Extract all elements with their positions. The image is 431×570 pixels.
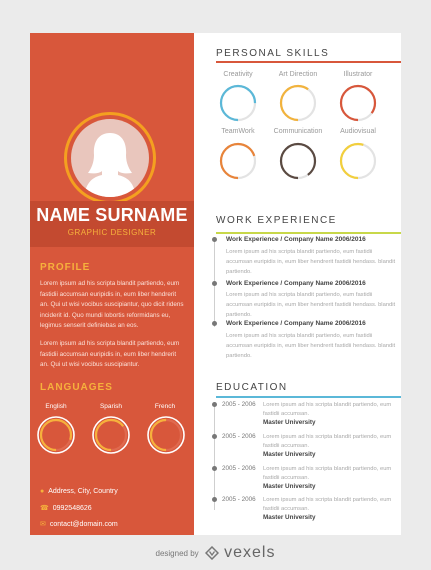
education-text: Lorem ipsum ad his scripta blandit partiendo, eum fastidii accumsan.: [263, 497, 392, 512]
experience-bullet: [212, 237, 217, 242]
experience-item-title: Work Experience / Company Name 2006/2016: [226, 320, 366, 327]
experience-divider: [216, 232, 401, 234]
experience-heading: WORK EXPERIENCE: [216, 215, 337, 226]
contact-phone: [40, 504, 92, 512]
language-label-english: English: [45, 403, 67, 410]
skill-label-creativity: Creativity: [223, 71, 253, 78]
profile-paragraph-2: Lorem ipsum ad his scripta blandit partiendo, eum fastidii accumsan euripidis in, eum liber hendrerit an. Qui ut wisi vocibus suscipiantur.: [40, 340, 180, 368]
education-bullet: [212, 434, 217, 439]
avatar: [64, 112, 156, 204]
education-school: Master University: [263, 451, 316, 458]
language-gauge-ring: [93, 417, 129, 453]
education-years: 2005 - 2006: [222, 465, 256, 472]
candidate-name: NAME SURNAME: [36, 205, 188, 225]
education-heading: EDUCATION: [216, 382, 288, 393]
location-pin-icon: ●: [40, 488, 45, 495]
experience-item-text: Lorem ipsum ad his scripta blandit partiendo, eum fastidii accumsan euripidis in, eum liber hendrerit fastidii hendass. blandit partiendo.: [226, 292, 396, 318]
email-text[interactable]: contact@domain.com: [49, 521, 118, 528]
language-gauge-ring: [38, 417, 74, 453]
skill-gauges: [208, 80, 388, 184]
education-text: Lorem ipsum ad his scripta blandit partiendo, eum fastidii accumsan.: [263, 402, 392, 417]
skills-divider: [216, 61, 401, 63]
footer-prefix: designed by: [155, 548, 199, 558]
languages-heading: LANGUAGES: [40, 382, 113, 393]
person-silhouette-icon: [71, 119, 149, 197]
skills-heading: PERSONAL SKILLS: [216, 48, 330, 59]
contact-email[interactable]: [40, 520, 118, 528]
experience-bullet: [212, 321, 217, 326]
footer-brand: vexels: [224, 544, 276, 561]
education-divider: [216, 396, 401, 398]
skill-label-illustrator: Illustrator: [343, 71, 373, 78]
vexels-logo-icon: [205, 546, 219, 560]
experience-item-text: Lorem ipsum ad his scripta blandit partiendo, eum fastidii accumsan euripidis in, eum liber hendrerit fastidii hendass. blandit partiendo.: [226, 333, 396, 359]
experience-item-text: Lorem ipsum ad his scripta blandit partiendo, eum fastidii accumsan euripidis in, eum liber hendrerit fastidii hendass. blandit partiendo.: [226, 249, 396, 275]
education-years: 2005 - 2006: [222, 401, 256, 408]
language-label-sparish: Sparish: [99, 403, 123, 410]
education-school: Master University: [263, 483, 316, 490]
education-bullet: [212, 466, 217, 471]
address-text: Address, City, Country: [48, 488, 118, 495]
skill-label-audiovisual: Audiovisual: [340, 128, 376, 135]
education-text: Lorem ipsum ad his scripta blandit partiendo, eum fastidii accumsan.: [263, 466, 392, 481]
phone-text: 0992548626: [52, 505, 92, 512]
education-years: 2005 - 2006: [222, 496, 256, 503]
skill-label-art-direction: Art Direction: [278, 71, 318, 78]
email-icon: ✉: [40, 521, 46, 528]
profile-heading: PROFILE: [40, 262, 91, 273]
experience-item-title: Work Experience / Company Name 2006/2016: [226, 280, 366, 287]
contact-address: [40, 488, 118, 495]
profile-paragraph-1: Lorem ipsum ad his scripta blandit partiendo, eum fastidii accumsan euripidis in, eum liber hendrerit an. Qui ut wisi vocibus suscipiantur, quo dicit ridens inciderit id. Quo mundi lobortis reformidans eu, legimus senserit definiebas an eos.: [40, 280, 184, 329]
education-school: Master University: [263, 514, 316, 521]
education-bullet: [212, 497, 217, 502]
skill-gauge-5-level: [281, 144, 315, 178]
skill-label-teamwork: TeamWork: [221, 128, 255, 135]
education-timeline: [214, 402, 215, 510]
language-gauge-ring: [148, 417, 184, 453]
language-gauges: [30, 411, 194, 459]
language-label-french: French: [154, 403, 176, 410]
education-bullet: [212, 402, 217, 407]
footer-credit[interactable]: [0, 544, 431, 562]
left-column: [30, 33, 194, 535]
education-text: Lorem ipsum ad his scripta blandit partiendo, eum fastidii accumsan.: [263, 434, 392, 449]
education-years: 2005 - 2006: [222, 433, 256, 440]
candidate-title: GRAPHIC DESIGNER: [67, 228, 157, 237]
experience-bullet: [212, 281, 217, 286]
experience-item-title: Work Experience / Company Name 2006/2016: [226, 236, 366, 243]
phone-icon: ☎: [40, 505, 49, 512]
education-school: Master University: [263, 419, 316, 426]
skill-label-communication: Communication: [273, 128, 323, 135]
